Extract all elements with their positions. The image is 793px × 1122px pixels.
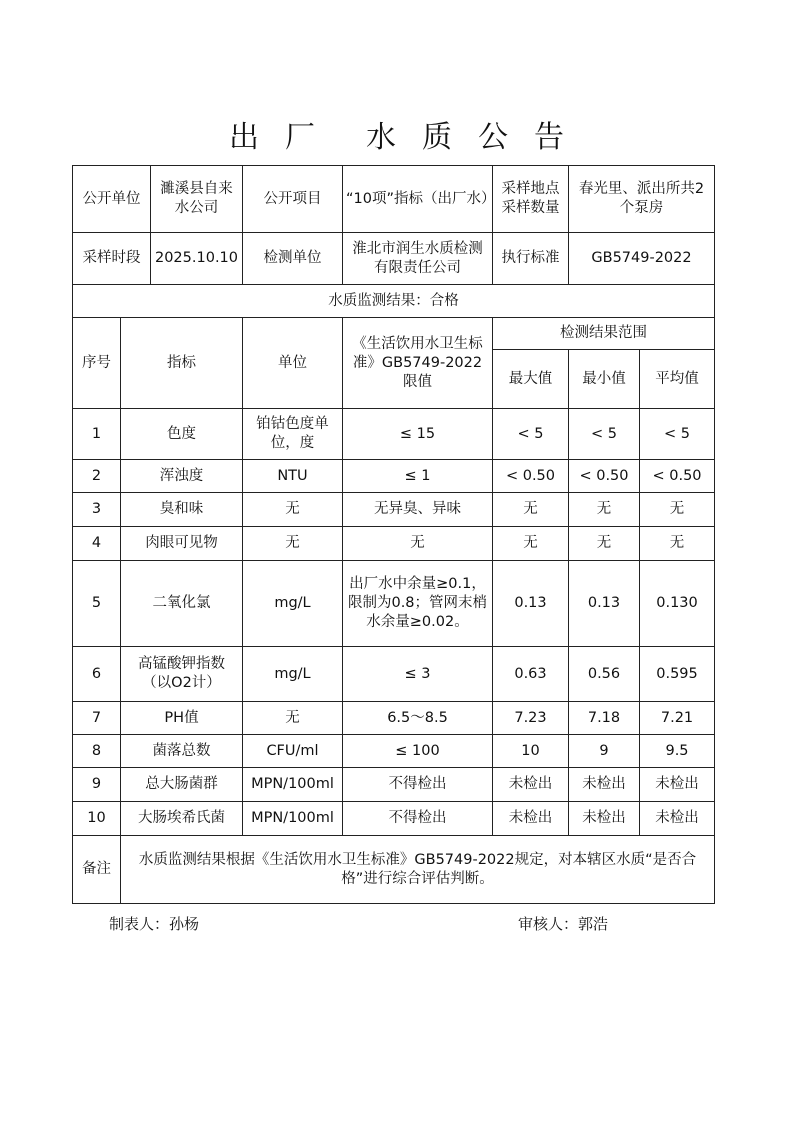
table-row: [73, 527, 715, 561]
row-unit: mg/L: [243, 647, 343, 702]
title-char: 水: [366, 120, 396, 155]
row-unit: CFU/ml: [243, 735, 343, 768]
row-indicator: 肉眼可见物: [121, 527, 243, 561]
row-limit: 不得检出: [343, 768, 493, 802]
header-max: 最大值: [493, 350, 569, 409]
row-no: 5: [73, 561, 121, 647]
preparer: 制表人：孙杨: [109, 915, 200, 933]
lab-value: 淮北市润生水质检测有限责任公司: [343, 233, 493, 285]
row-no: 6: [73, 647, 121, 702]
row-no: 1: [73, 409, 121, 460]
row-indicator: 大肠埃希氏菌: [121, 802, 243, 836]
info-row: [73, 166, 715, 233]
row-min: 0.13: [569, 561, 640, 647]
row-min: 未检出: [569, 802, 640, 836]
row-unit: MPN/100ml: [243, 802, 343, 836]
remarks-label: 备注: [73, 836, 121, 904]
row-no: 4: [73, 527, 121, 561]
row-no: 7: [73, 702, 121, 735]
header-row: [73, 318, 715, 350]
title-char: 质: [422, 120, 452, 155]
row-min: < 0.50: [569, 460, 640, 493]
water-quality-table: [72, 165, 715, 904]
reviewer: 审核人：郭浩: [518, 915, 609, 933]
row-no: 3: [73, 493, 121, 527]
lab-label: 检测单位: [243, 233, 343, 285]
title-char: 公: [478, 120, 508, 155]
header-range: 检测结果范围: [493, 318, 715, 350]
row-indicator: 高锰酸钾指数（以O2计）: [121, 647, 243, 702]
table-row: [73, 735, 715, 768]
header-limit: 《生活饮用水卫生标准》GB5749-2022限值: [343, 318, 493, 409]
row-avg: 0.595: [640, 647, 715, 702]
row-limit: ≤ 1: [343, 460, 493, 493]
row-limit: 出厂水中余量≥0.1，限制为0.8；管网末梢水余量≥0.02。: [343, 561, 493, 647]
row-avg: < 5: [640, 409, 715, 460]
remarks-text: 水质监测结果根据《生活饮用水卫生标准》GB5749-2022规定，对本辖区水质“是否合格”进行综合评估判断。: [121, 836, 715, 904]
row-max: 10: [493, 735, 569, 768]
row-max: 未检出: [493, 802, 569, 836]
row-indicator: 二氧化氯: [121, 561, 243, 647]
row-limit: 无异臭、异味: [343, 493, 493, 527]
row-min: 未检出: [569, 768, 640, 802]
table-row: [73, 561, 715, 647]
row-no: 8: [73, 735, 121, 768]
row-unit: 无: [243, 493, 343, 527]
row-avg: 9.5: [640, 735, 715, 768]
page-title: [0, 112, 793, 156]
header-unit: 单位: [243, 318, 343, 409]
row-min: 无: [569, 527, 640, 561]
item-label: 公开项目: [243, 166, 343, 233]
row-unit: 铂钴色度单位，度: [243, 409, 343, 460]
row-max: 7.23: [493, 702, 569, 735]
row-indicator: 浑浊度: [121, 460, 243, 493]
row-no: 2: [73, 460, 121, 493]
row-limit: 6.5～8.5: [343, 702, 493, 735]
header-indicator: 指标: [121, 318, 243, 409]
row-max: 无: [493, 493, 569, 527]
row-no: 9: [73, 768, 121, 802]
table-row: [73, 768, 715, 802]
table-row: [73, 460, 715, 493]
result-summary: 水质监测结果：合格: [73, 285, 715, 318]
table-row: [73, 802, 715, 836]
row-min: 无: [569, 493, 640, 527]
row-max: < 0.50: [493, 460, 569, 493]
site-value: 春光里、派出所共2个泵房: [569, 166, 715, 233]
table-row: [73, 409, 715, 460]
row-max: 未检出: [493, 768, 569, 802]
row-max: < 5: [493, 409, 569, 460]
row-avg: 未检出: [640, 768, 715, 802]
row-min: 9: [569, 735, 640, 768]
row-indicator: 总大肠菌群: [121, 768, 243, 802]
standard-label: 执行标准: [493, 233, 569, 285]
row-no: 10: [73, 802, 121, 836]
row-unit: NTU: [243, 460, 343, 493]
row-min: 7.18: [569, 702, 640, 735]
row-min: 0.56: [569, 647, 640, 702]
title-char: 厂: [285, 120, 315, 155]
table-row: [73, 493, 715, 527]
row-unit: 无: [243, 527, 343, 561]
row-unit: mg/L: [243, 561, 343, 647]
row-avg: < 0.50: [640, 460, 715, 493]
unit-label: 公开单位: [73, 166, 151, 233]
period-value: 2025.10.10: [151, 233, 243, 285]
row-limit: ≤ 15: [343, 409, 493, 460]
row-avg: 未检出: [640, 802, 715, 836]
row-indicator: PH值: [121, 702, 243, 735]
data-rows: [73, 409, 715, 836]
row-limit: ≤ 3: [343, 647, 493, 702]
title-char: 告: [534, 120, 564, 155]
table-row: [73, 647, 715, 702]
row-unit: MPN/100ml: [243, 768, 343, 802]
row-max: 0.63: [493, 647, 569, 702]
title-char: 出: [229, 120, 259, 155]
info-row: [73, 233, 715, 285]
row-avg: 无: [640, 527, 715, 561]
table-row: [73, 702, 715, 735]
row-max: 无: [493, 527, 569, 561]
remarks-row: [73, 836, 715, 904]
row-avg: 0.130: [640, 561, 715, 647]
row-max: 0.13: [493, 561, 569, 647]
row-limit: ≤ 100: [343, 735, 493, 768]
result-row: [73, 285, 715, 318]
row-indicator: 色度: [121, 409, 243, 460]
row-unit: 无: [243, 702, 343, 735]
period-label: 采样时段: [73, 233, 151, 285]
row-avg: 无: [640, 493, 715, 527]
row-indicator: 菌落总数: [121, 735, 243, 768]
row-limit: 无: [343, 527, 493, 561]
row-indicator: 臭和味: [121, 493, 243, 527]
header-min: 最小值: [569, 350, 640, 409]
header-no: 序号: [73, 318, 121, 409]
standard-value: GB5749-2022: [569, 233, 715, 285]
unit-value: 濉溪县自来水公司: [151, 166, 243, 233]
site-label: 采样地点采样数量: [493, 166, 569, 233]
row-min: < 5: [569, 409, 640, 460]
row-avg: 7.21: [640, 702, 715, 735]
header-avg: 平均值: [640, 350, 715, 409]
row-limit: 不得检出: [343, 802, 493, 836]
item-value: “10项”指标（出厂水）: [343, 166, 493, 233]
